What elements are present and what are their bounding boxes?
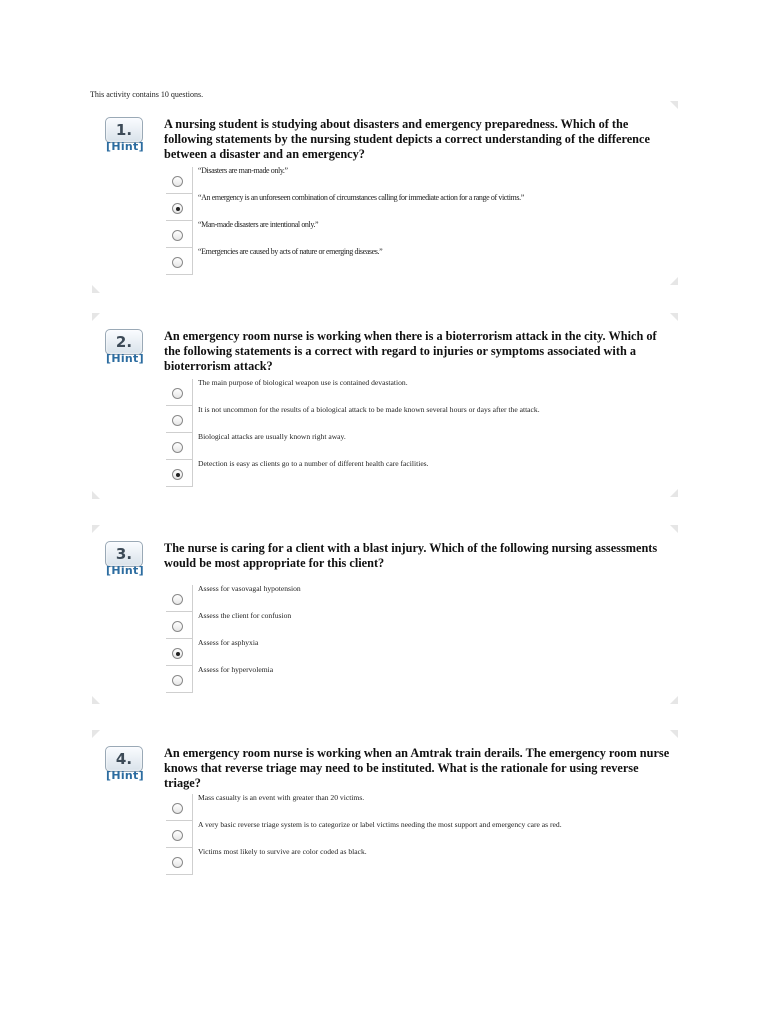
corner-decoration bbox=[670, 696, 678, 704]
radio-button[interactable] bbox=[172, 675, 183, 686]
radio-button[interactable] bbox=[172, 415, 183, 426]
option-label: Assess for vasovagal hypotension bbox=[198, 584, 301, 593]
radio-button[interactable] bbox=[172, 594, 183, 605]
option-label: Detection is easy as clients go to a number of different health care facilities. bbox=[198, 459, 429, 468]
radio-button[interactable] bbox=[172, 621, 183, 632]
corner-decoration bbox=[92, 696, 100, 704]
corner-decoration bbox=[92, 285, 100, 293]
question-block bbox=[90, 541, 680, 706]
radio-button[interactable] bbox=[172, 257, 183, 268]
corner-decoration bbox=[670, 277, 678, 285]
radio-button[interactable] bbox=[172, 857, 183, 868]
option-label: Biological attacks are usually known right away. bbox=[198, 432, 346, 441]
corner-decoration bbox=[670, 489, 678, 497]
question-text: An emergency room nurse is working when there is a bioterrorism attack in the city. Which of the following statements is a correct with regard to injuries or symptoms associated with a bioterrorism attack? bbox=[164, 329, 657, 373]
question-block bbox=[90, 329, 680, 499]
hint-link[interactable]: [Hint] bbox=[106, 140, 144, 153]
corner-decoration bbox=[92, 313, 100, 321]
option-label: It is not uncommon for the results of a biological attack to be made known several hours or days after the attack. bbox=[198, 405, 540, 414]
option-label: “Emergencies are caused by acts of nature or emerging diseases.” bbox=[198, 247, 383, 256]
radio-button[interactable] bbox=[172, 388, 183, 399]
radio-button-selected[interactable] bbox=[172, 648, 183, 659]
option-label: Assess for asphyxia bbox=[198, 638, 259, 647]
hint-link[interactable]: [Hint] bbox=[106, 352, 144, 365]
radio-button[interactable] bbox=[172, 442, 183, 453]
question-number: 4. bbox=[105, 746, 143, 772]
option-label: “An emergency is an unforeseen combination of circumstances calling for immediate action for a range of victims.” bbox=[198, 193, 524, 202]
corner-decoration bbox=[670, 101, 678, 109]
question-number: 1. bbox=[105, 117, 143, 143]
question-number: 3. bbox=[105, 541, 143, 567]
question-text: An emergency room nurse is working when an Amtrak train derails. The emergency room nurse knows that reverse triage may need to be instituted. What is the rationale for using reverse triage? bbox=[164, 746, 670, 790]
option-label: Victims most likely to survive are color coded as black. bbox=[198, 847, 367, 856]
option-label: “Disasters are man-made only.” bbox=[198, 166, 288, 175]
corner-decoration bbox=[92, 730, 100, 738]
hint-link[interactable]: [Hint] bbox=[106, 564, 144, 577]
question-block bbox=[90, 746, 680, 886]
hint-link[interactable]: [Hint] bbox=[106, 769, 144, 782]
question-text: The nurse is caring for a client with a blast injury. Which of the following nursing assessments would be most appropriate for this client? bbox=[164, 541, 658, 570]
radio-button[interactable] bbox=[172, 176, 183, 187]
corner-decoration bbox=[92, 491, 100, 499]
option-label: The main purpose of biological weapon use is contained devastation. bbox=[198, 378, 408, 387]
option-label: “Man-made disasters are intentional only.” bbox=[198, 220, 319, 229]
question-block bbox=[90, 117, 680, 287]
activity-intro: This activity contains 10 questions. bbox=[90, 90, 204, 99]
option-label: Assess the client for confusion bbox=[198, 611, 292, 620]
question-text: A nursing student is studying about disasters and emergency preparedness. Which of the following statements by the nursing student depicts a correct understanding of the difference between a disaster and an emergency? bbox=[164, 117, 650, 161]
radio-button[interactable] bbox=[172, 803, 183, 814]
corner-decoration bbox=[670, 730, 678, 738]
radio-button[interactable] bbox=[172, 230, 183, 241]
radio-button-selected[interactable] bbox=[172, 469, 183, 480]
radio-button-selected[interactable] bbox=[172, 203, 183, 214]
corner-decoration bbox=[670, 313, 678, 321]
corner-decoration bbox=[670, 525, 678, 533]
option-label: Mass casualty is an event with greater than 20 victims. bbox=[198, 793, 365, 802]
option-label: A very basic reverse triage system is to categorize or label victims needing the most support and emergency care as red. bbox=[198, 820, 562, 829]
radio-button[interactable] bbox=[172, 830, 183, 841]
corner-decoration bbox=[92, 525, 100, 533]
option-label: Assess for hypervolemia bbox=[198, 665, 274, 674]
question-number: 2. bbox=[105, 329, 143, 355]
